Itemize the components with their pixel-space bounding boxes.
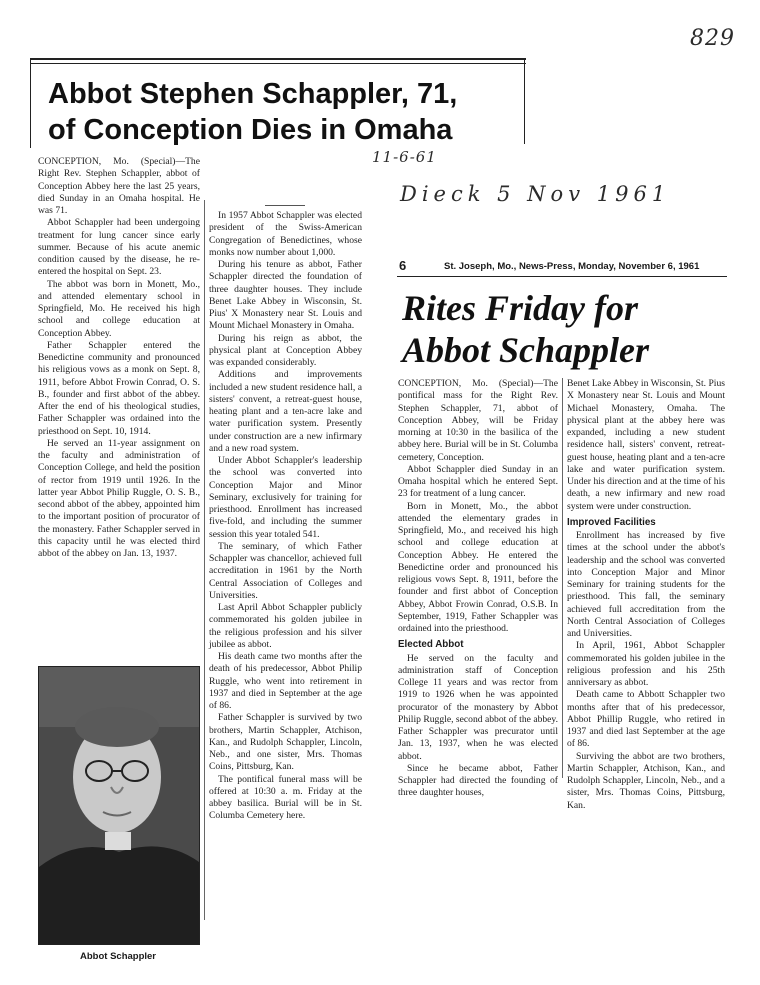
abbot-portrait-photo: [38, 666, 200, 945]
article-paragraph: Father Schappler is survived by two brothers, Martin Schappler, Atchison, Kan., and Rudolph Schappler, Lincoln, Neb., and one sister, Mrs. Thomas Coins, Pittsburg, Kan.: [209, 712, 362, 773]
article2-column1: [398, 378, 558, 800]
article-paragraph: Last April Abbot Schappler publicly commemorated his golden jubilee in the religious profession and his silver jubilee as abbot.: [209, 602, 362, 650]
article-paragraph: He served on the faculty and administration staff of Conception College 11 years and was rector from 1919 to 1926 when he was appointed procurator of the monastery by Abbot Philip Ruggle, second abbot of the abbey. Father Schappler was precurator until Jan. 13, 1937, when he was elected abbot.: [398, 652, 558, 762]
photo-caption: Abbot Schappler: [80, 951, 157, 962]
article-paragraph: Enrollment has increased by five times at the school under the abbot's leadership and the school was converted into Conception Major and Minor Seminary for training students for the priesthood. This fall, the seminary achieved full accreditation from the North Central Association of Colleges and Universities.: [567, 530, 725, 639]
article2-column2: [567, 378, 725, 812]
article1-headline-line2: of Conception Dies in Omaha: [48, 114, 453, 146]
article-paragraph: The abbot was born in Monett, Mo., and attended elementary school in Springfield, Mo. He received his high school and college education at Conception Abbey.: [38, 278, 200, 339]
article1-headline-line1: Abbot Stephen Schappler, 71,: [48, 78, 458, 110]
article-paragraph: During his reign as abbot, the physical plant at Conception Abbey was expanded considerably.: [209, 332, 362, 368]
article-paragraph: His death came two months after the death of his predecessor, Abbot Philip Ruggle, who went into retirement in 1937 and died in September at the age of 86.: [209, 651, 362, 711]
article2-page-number: 6: [399, 258, 407, 273]
article1-right-border: [524, 58, 525, 144]
article-paragraph: Under Abbot Schappler's leadership the school was converted into Conception Major and Minor Seminary, exclusively for training for priesthood. Enrollment has increased five-fold, and including the summer session this year totaled 541.: [209, 455, 362, 540]
article1-col2-top-rule: [265, 205, 305, 206]
handwritten-source-note: Dieck 5 Nov 1961: [400, 182, 671, 206]
article2-column-divider: [562, 378, 563, 778]
article1-column2: [209, 210, 362, 823]
handwritten-date-note: 11-6-61: [372, 148, 437, 166]
article1-column-divider: [204, 200, 205, 920]
article-paragraph: Since he became abbot, Father Schappler had directed the founding of three daughter houses,: [398, 762, 558, 799]
article2-headline-line1: Rites Friday for: [402, 288, 639, 328]
article2-dateline: St. Joseph, Mo., News-Press, Monday, November 6, 1961: [444, 261, 700, 272]
article-paragraph: He served an 11-year assignment on the faculty and administration of Conception College, and held the position of rector from 1919 until 1926. In the latter year Abbot Philip Ruggle, O. S. B., second abbot of the abbey, appointed him to the important position of procurator of the monastery. Father Schappler served in this capacity until he was elected third abbot of the abbey on Jan. 13, 1937.: [38, 437, 200, 559]
article1-left-border: [30, 58, 31, 148]
article-paragraph: In April, 1961, Abbot Schappler commemorated his golden jubilee in the religious profession and his 25th anniversary as abbot.: [567, 640, 725, 688]
article-paragraph: Benet Lake Abbey in Wisconsin, St. Pius X Monastery near St. Louis and Mount Michael Monastery, Omaha. The physical plant at the abbey here was expanded, including a new student residence hall, sisters' convent, retreat-guest house, heating plant and a ten-acre lake and water purification system. Under his direction and at the time of his death, a new infirmary and new road system were under construction.: [567, 378, 725, 512]
portrait-image: [39, 667, 199, 944]
article-paragraph: CONCEPTION, Mo. (Special)—The pontifical mass for the Right Rev. Stephen Schappler, 71, abbot of Conception Abbey, will be Friday morning at 10:30 in the basilica of the abbey here. Burial will be in St. Columba cemetery, Conception.: [398, 378, 558, 463]
article-paragraph: Abbot Schappler died Sunday in an Omaha hospital which he entered Sept. 23 for treatment of a lung cancer.: [398, 463, 558, 500]
article-paragraph: Death came to Abbott Schappler two months after that of his predecessor, Abbot Phillip Ruggle, who retired in 1937 and died last September at the age of 86.: [567, 689, 725, 750]
article-subhead: Improved Facilities: [567, 516, 656, 528]
article1-top-rule-thin: [30, 63, 526, 64]
article-paragraph: Born in Monett, Mo., the abbot attended the elementary grades in Springfield, Mo., and received his high school and college education at Conception Abbey. He entered the Benedictine order and pronounced his religious vows Sept. 8, 1911, before the founder and first abbot of Conception Abbey, Abbot Frowin Conrad, O.S.B. In September, 1919, Father Schappler was ordained into the priesthood.: [398, 500, 558, 634]
article-paragraph: Surviving the abbot are two brothers, Martin Schappler, Atchison, Kan., and Rudolph Schappler, Lincoln, Neb., and a sister, Mrs. Thomas Coins, Pittsburg, Kan.: [567, 750, 725, 811]
article1-top-rule: [30, 58, 526, 60]
article-paragraph: CONCEPTION, Mo. (Special)—The Right Rev. Stephen Schappler, abbot of Conception Abbey here the last 25 years, died Sunday in an Omaha hospital. He was 71.: [38, 156, 200, 216]
article-paragraph: In 1957 Abbot Schappler was elected president of the Swiss-American Congregation of Benedictines, whose monks now number about 1,000.: [209, 210, 362, 258]
article1-column1: [38, 156, 200, 560]
handwritten-page-number: 829: [690, 26, 735, 51]
article-paragraph: The seminary, of which Father Schappler was chancellor, achieved full accreditation in 1961 by the North Central Association of Colleges and Universities.: [209, 540, 362, 601]
article-paragraph: The pontifical funeral mass will be offered at 10:30 a. m. Friday at the abbey basilica. Burial will be in St. Columba Cemetery here.: [209, 773, 362, 822]
article-paragraph: Father Schappler entered the Benedictine community and pronounced his religious vows as a monk on Sept. 8, 1911, before Abbot Frowin Conrad, O. S. B., founder and first abbot of the abbey. After the end of his theological studies, Father Schappler was ordained into the priesthood on Sept. 10, 1914.: [38, 339, 200, 437]
article2-dateline-rule: [397, 276, 727, 277]
article-paragraph: During his tenure as abbot, Father Schappler directed the foundation of three daughter houses. They include Benet Lake Abbey in Wisconsin, St. Pius' X Monastery near St. Louis and Mount Michael Monastery in Omaha.: [209, 259, 362, 332]
article2-headline-line2: Abbot Schappler: [402, 330, 650, 370]
article-subhead: Elected Abbot: [398, 639, 464, 651]
article-paragraph: Abbot Schappler had been undergoing treatment for lung cancer since early summer. Because of his acute anemic condition caused by the disease, he re-entered the hospital on Sept. 23.: [38, 217, 200, 278]
article-paragraph: Additions and improvements included a new student residence hall, a sisters' convent, a retreat-guest house, heating plant and a ten-acre lake and water purification system. Presently under construction are a new infirmary and a new road system.: [209, 369, 362, 454]
